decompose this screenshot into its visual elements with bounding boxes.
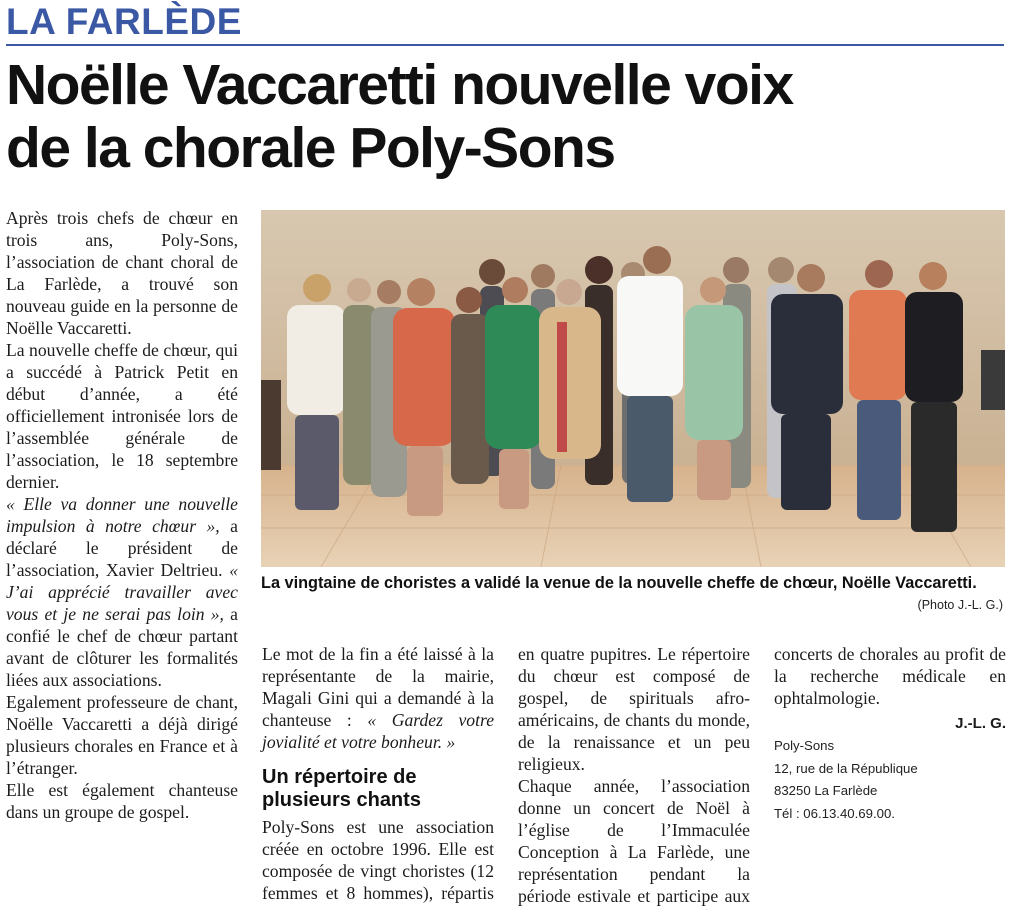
photo-illustration: [261, 210, 1005, 567]
headline-line-2: de la chorale Poly-Sons: [6, 116, 615, 180]
article-lower-columns: [262, 643, 1006, 919]
quote-attribution: a déclaré le président de l’association, Xavier Deltrieu.: [6, 516, 238, 580]
paragraph-intro: Après trois chefs de chœur en trois ans, Poly-Sons, l’association de chant choral de La Farlède, a trouvé son nouveau guide en la personne de Noëlle Vaccaretti.: [6, 208, 238, 338]
quote-closing: a confié le chef de chœur partant avant de clôturer les formalités liées aux associations.: [6, 604, 238, 690]
section-label: LA FARLÈDE: [6, 1, 242, 42]
paragraph-career: Egalement professeure de chant, Noëlle Vaccaretti a déjà dirigé plusieurs chorales en France et à l’étranger.: [6, 692, 238, 778]
headline-line-1: Noëlle Vaccaretti nouvelle voix: [6, 53, 793, 117]
photo-credit: (Photo J.-L. G.): [917, 598, 1003, 612]
mayor-text: Le mot de la fin a été laissé à la représentante de la mairie, Magali Gini qui a demandé à la chanteuse :: [262, 644, 494, 730]
photo-caption: La vingtaine de choristes a validé la venue de la nouvelle cheffe de chœur, Noëlle Vaccaretti.: [261, 574, 977, 592]
contact-city: 83250 La Farlède: [774, 783, 878, 798]
paragraph-association: Poly-Sons est une association créée en octobre 1996. Elle est composée de vingt choristes (12 femmes et 8 hommes), répartis en quatre pupitres. Le répertoire du chœur est composé de gospel, de spirituals afro-américains, de chants du monde, de la renaissance et un peu religieux.: [262, 644, 750, 903]
headline: [6, 54, 1006, 180]
contact-phone: Tél : 06.13.40.69.00.: [774, 805, 895, 821]
contact-name: Poly-Sons: [774, 738, 835, 753]
paragraph-succession: La nouvelle cheffe de chœur, qui a succédé à Patrick Petit en début d’année, a été officiellement intronisée lors de l’assemblée générale de l’association, le 18 septembre dernier.: [6, 340, 238, 492]
mayor-quote: « Gardez votre jovialité et votre bonheur. »: [262, 710, 494, 752]
subheading-repertoire: Un répertoire de plusieurs chants: [262, 766, 421, 811]
paragraph-gospel: Elle est également chanteuse dans un groupe de gospel.: [6, 780, 238, 822]
section-divider: [6, 44, 1004, 46]
contact-block: [774, 735, 1006, 825]
paragraph-quotes: [6, 493, 238, 691]
author-signature: J.-L. G.: [955, 715, 1006, 732]
article-column-1: [6, 207, 238, 823]
quote-former-conductor: « J’ai apprécié travailler avec vous et je ne serai pas loin »,: [6, 560, 238, 624]
choir-group-photo: [261, 210, 1005, 567]
paragraph-mayor: [262, 643, 494, 753]
paragraph-concerts: Chaque année, l’association donne un concert de Noël à l’église de l’Immaculée Conception à La Farlède, une représentation pendant la période estivale et participe aux concerts de chorales au profit de la recherche médicale en ophtalmologie.: [518, 644, 1006, 906]
quote-president: « Elle va donner une nouvelle impulsion à notre chœur »,: [6, 494, 238, 536]
contact-street: 12, rue de la République: [774, 760, 918, 776]
